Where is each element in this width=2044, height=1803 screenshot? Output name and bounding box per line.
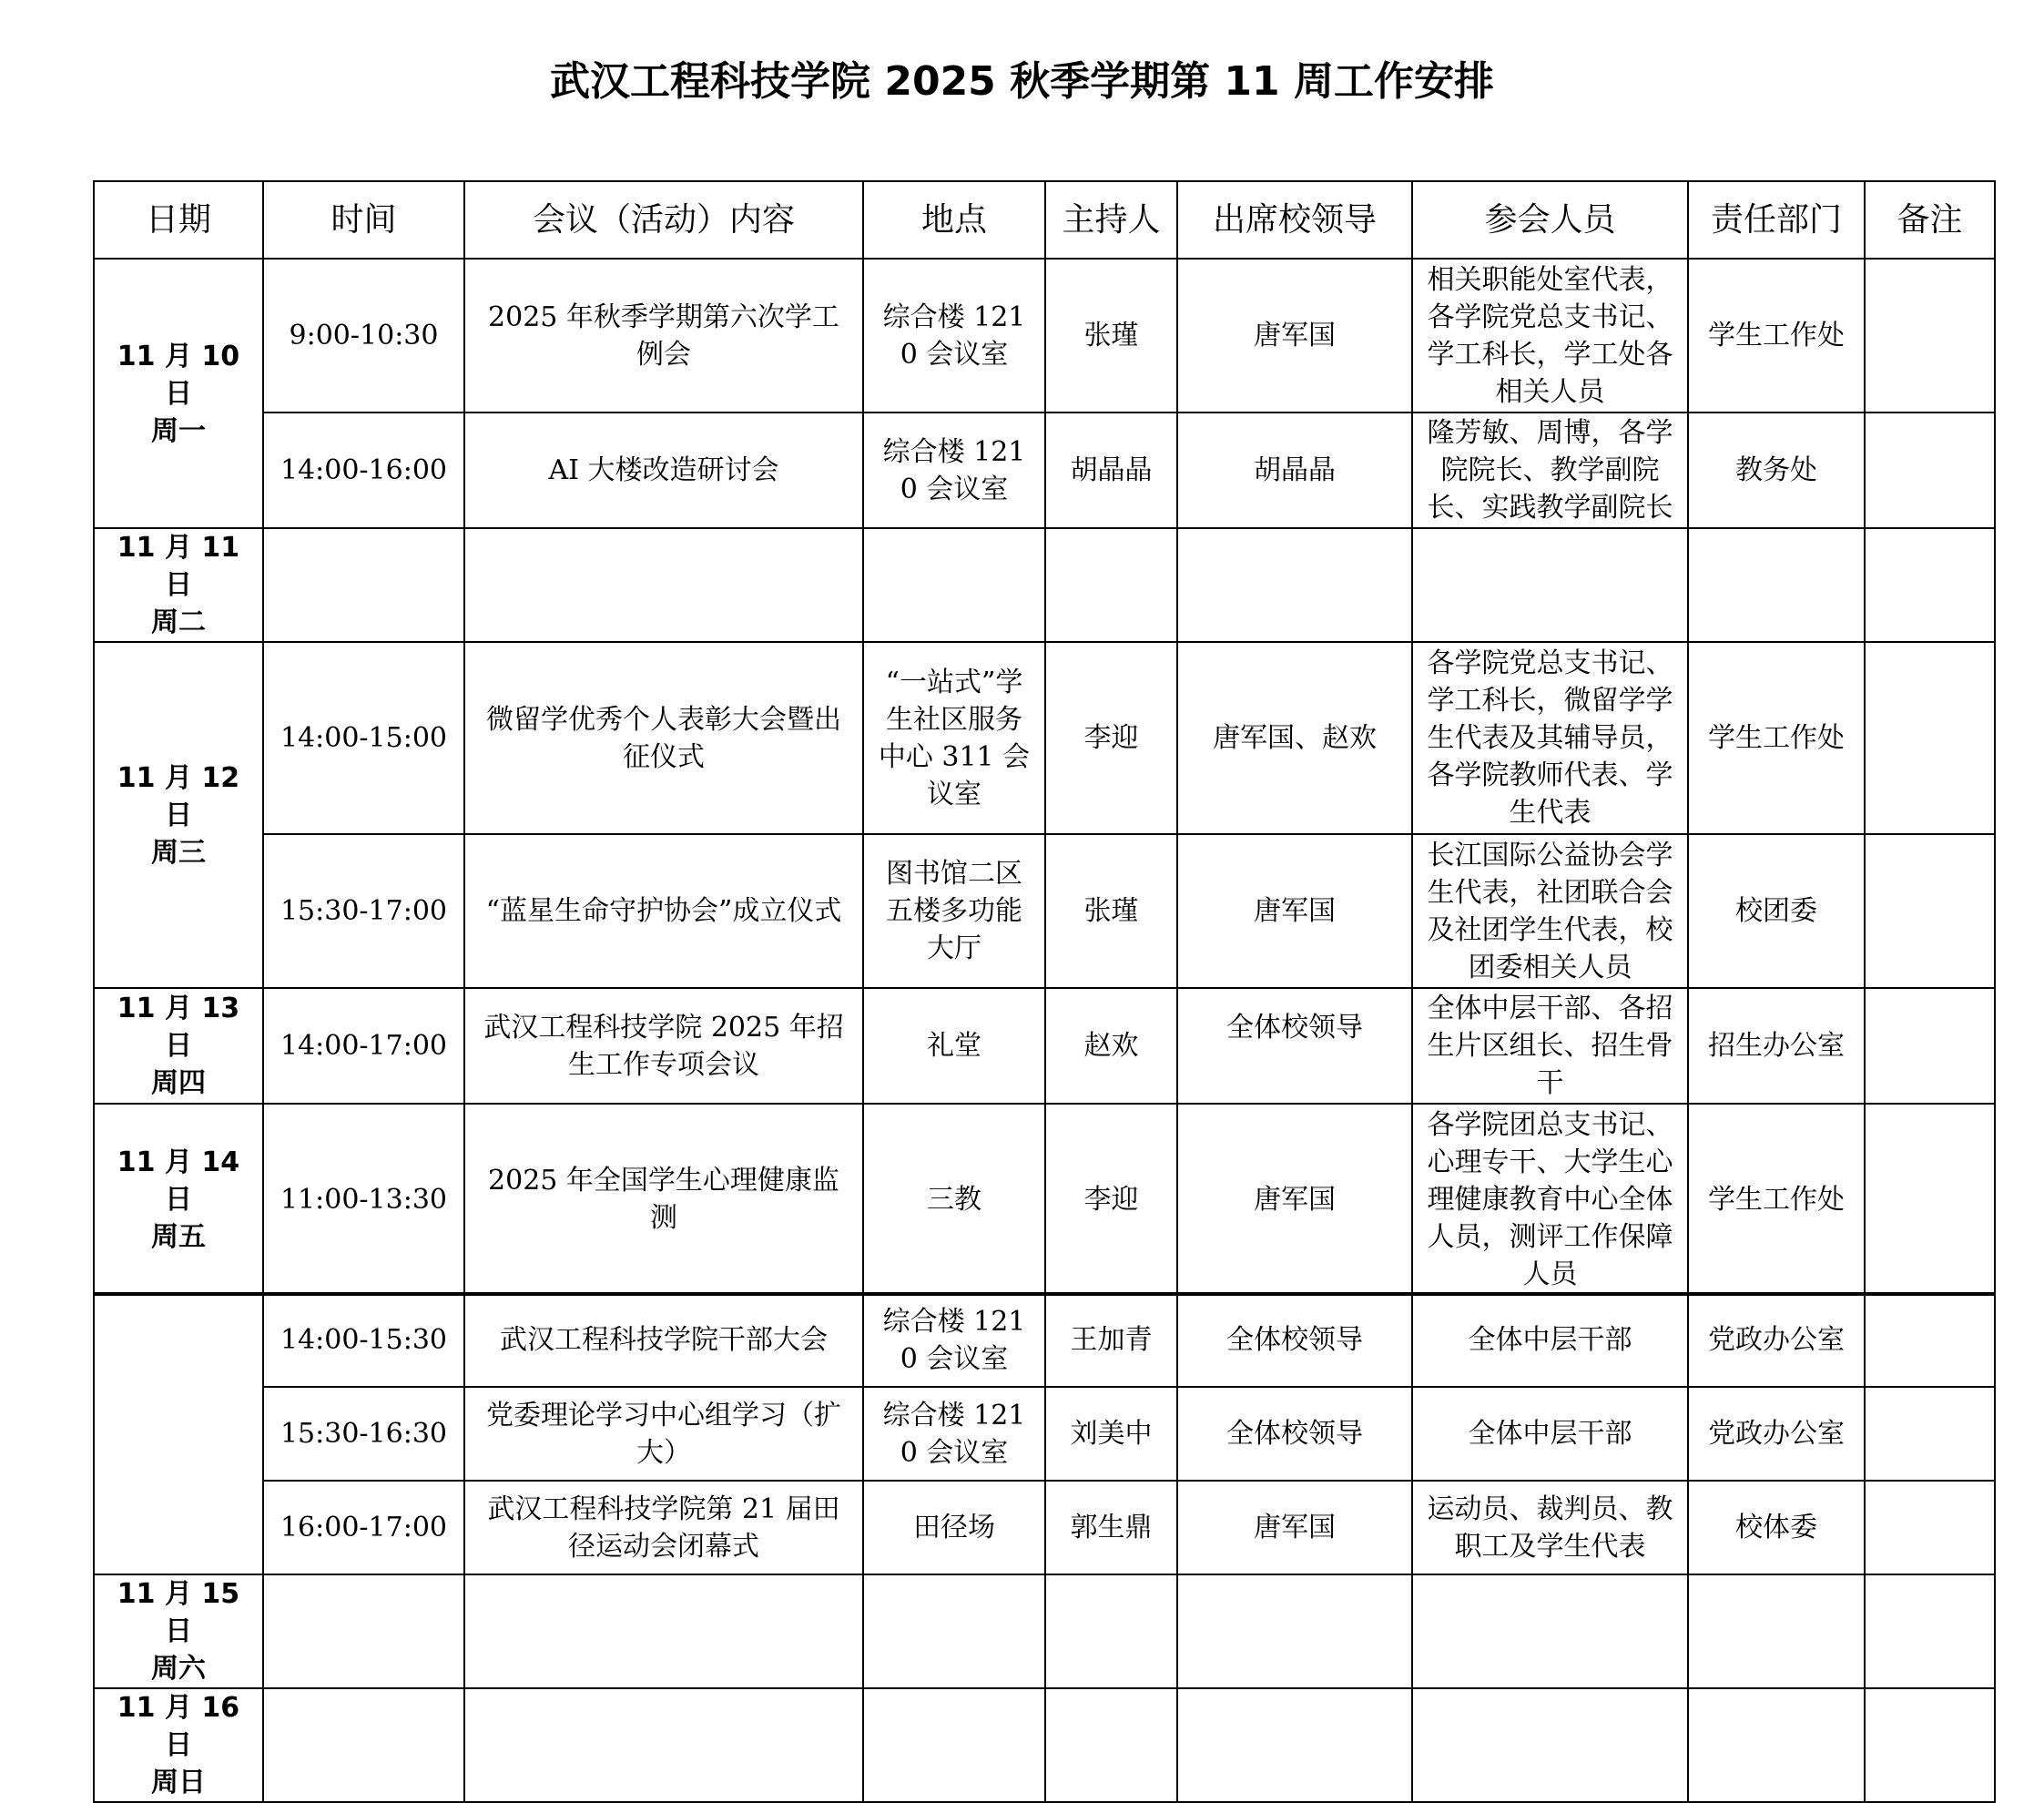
host-cell: 张瑾 xyxy=(1045,259,1177,413)
content-cell: “蓝星生命守护协会”成立仪式 xyxy=(464,834,863,988)
header-leader: 出席校领导 xyxy=(1177,181,1412,259)
note-cell xyxy=(1865,1574,1995,1688)
leader-cell: 唐军国 xyxy=(1177,834,1412,988)
note-cell xyxy=(1865,528,1995,642)
department-cell: 党政办公室 xyxy=(1688,1387,1865,1481)
leader-cell xyxy=(1177,1574,1412,1688)
location-cell: “一站式”学生社区服务中心 311 会议室 xyxy=(863,642,1045,834)
department-cell: 校团委 xyxy=(1688,834,1865,988)
attendees-cell: 运动员、裁判员、教职工及学生代表 xyxy=(1412,1481,1688,1574)
note-cell xyxy=(1865,1688,1995,1802)
leader-cell: 全体校领导 xyxy=(1177,988,1412,1104)
location-cell: 三教 xyxy=(863,1104,1045,1295)
note-cell xyxy=(1865,1293,1995,1387)
time-cell: 14:00-17:00 xyxy=(263,988,464,1104)
date-cell: 11 月 13 日 周四 xyxy=(94,988,263,1104)
page-title: 武汉工程科技学院 2025 秋季学期第 11 周工作安排 xyxy=(550,58,1494,105)
location-cell: 综合楼 1210 会议室 xyxy=(863,259,1045,413)
attendees-cell: 全体中层干部、各招生片区组长、招生骨干 xyxy=(1412,988,1688,1104)
table-row xyxy=(94,1387,1995,1481)
time-cell: 16:00-17:00 xyxy=(263,1481,464,1574)
leader-cell: 全体校领导 xyxy=(1177,1387,1412,1481)
content-cell: 微留学优秀个人表彰大会暨出征仪式 xyxy=(464,642,863,834)
department-cell xyxy=(1688,1574,1865,1688)
note-cell xyxy=(1865,413,1995,528)
time-cell xyxy=(263,1688,464,1802)
department-cell: 校体委 xyxy=(1688,1481,1865,1574)
attendees-cell xyxy=(1412,1574,1688,1688)
table-row xyxy=(94,1104,1995,1295)
location-cell: 综合楼 1210 会议室 xyxy=(863,413,1045,528)
host-cell xyxy=(1045,1574,1177,1688)
leader-cell: 唐军国 xyxy=(1177,1104,1412,1295)
location-cell: 礼堂 xyxy=(863,988,1045,1104)
note-cell xyxy=(1865,1104,1995,1295)
header-host: 主持人 xyxy=(1045,181,1177,259)
table-row xyxy=(94,1574,1995,1688)
location-cell: 综合楼 1210 会议室 xyxy=(863,1387,1045,1481)
attendees-cell: 长江国际公益协会学生代表，社团联合会及社团学生代表，校团委相关人员 xyxy=(1412,834,1688,988)
table-row xyxy=(94,642,1995,834)
time-cell: 9:00-10:30 xyxy=(263,259,464,413)
content-cell: 党委理论学习中心组学习（扩大） xyxy=(464,1387,863,1481)
host-cell: 郭生鼎 xyxy=(1045,1481,1177,1574)
date-cell: 11 月 11 日 周二 xyxy=(94,528,263,642)
location-cell: 综合楼 1210 会议室 xyxy=(863,1293,1045,1387)
leader-cell: 胡晶晶 xyxy=(1177,413,1412,528)
date-cell xyxy=(94,1293,263,1574)
host-cell: 刘美中 xyxy=(1045,1387,1177,1481)
header-time: 时间 xyxy=(263,181,464,259)
schedule-table-page1 xyxy=(93,180,1996,1296)
department-cell: 学生工作处 xyxy=(1688,642,1865,834)
date-cell: 11 月 15 日 周六 xyxy=(94,1574,263,1688)
department-cell xyxy=(1688,528,1865,642)
date-cell: 11 月 14 日 周五 xyxy=(94,1104,263,1295)
content-cell xyxy=(464,1574,863,1688)
table-row xyxy=(94,259,1995,413)
note-cell xyxy=(1865,259,1995,413)
table-row xyxy=(94,1293,1995,1387)
time-cell: 14:00-15:30 xyxy=(263,1293,464,1387)
host-cell: 王加青 xyxy=(1045,1293,1177,1387)
header-department: 责任部门 xyxy=(1688,181,1865,259)
table-row xyxy=(94,528,1995,642)
leader-cell xyxy=(1177,528,1412,642)
note-cell xyxy=(1865,988,1995,1104)
time-cell: 14:00-15:00 xyxy=(263,642,464,834)
table-row xyxy=(94,834,1995,988)
attendees-cell: 各学院团总支书记、心理专干、大学生心理健康教育中心全体人员，测评工作保障人员 xyxy=(1412,1104,1688,1295)
attendees-cell: 全体中层干部 xyxy=(1412,1293,1688,1387)
host-cell: 张瑾 xyxy=(1045,834,1177,988)
content-cell: 2025 年秋季学期第六次学工例会 xyxy=(464,259,863,413)
time-cell: 11:00-13:30 xyxy=(263,1104,464,1295)
table-header-row xyxy=(94,181,1995,259)
leader-cell: 唐军国、赵欢 xyxy=(1177,642,1412,834)
location-cell xyxy=(863,1688,1045,1802)
time-cell: 15:30-17:00 xyxy=(263,834,464,988)
location-cell: 田径场 xyxy=(863,1481,1045,1574)
note-cell xyxy=(1865,642,1995,834)
attendees-cell xyxy=(1412,528,1688,642)
note-cell xyxy=(1865,1481,1995,1574)
content-cell xyxy=(464,1688,863,1802)
time-cell xyxy=(263,1574,464,1688)
host-cell xyxy=(1045,528,1177,642)
leader-cell: 全体校领导 xyxy=(1177,1293,1412,1387)
host-cell: 胡晶晶 xyxy=(1045,413,1177,528)
attendees-cell: 隆芳敏、周博，各学院院长、教学副院长、实践教学副院长 xyxy=(1412,413,1688,528)
table-row xyxy=(94,1481,1995,1574)
attendees-cell: 全体中层干部 xyxy=(1412,1387,1688,1481)
content-cell: 2025 年全国学生心理健康监测 xyxy=(464,1104,863,1295)
content-cell: 武汉工程科技学院干部大会 xyxy=(464,1293,863,1387)
leader-cell: 唐军国 xyxy=(1177,259,1412,413)
content-cell xyxy=(464,528,863,642)
schedule-table-page2 xyxy=(93,1292,1996,1803)
date-cell: 11 月 10 日 周一 xyxy=(94,259,263,528)
date-cell: 11 月 16 日 周日 xyxy=(94,1688,263,1802)
department-cell: 学生工作处 xyxy=(1688,1104,1865,1295)
content-cell: 武汉工程科技学院 2025 年招生工作专项会议 xyxy=(464,988,863,1104)
content-cell: AI 大楼改造研讨会 xyxy=(464,413,863,528)
header-location: 地点 xyxy=(863,181,1045,259)
location-cell xyxy=(863,1574,1045,1688)
department-cell: 党政办公室 xyxy=(1688,1293,1865,1387)
table-row xyxy=(94,1688,1995,1802)
header-date: 日期 xyxy=(94,181,263,259)
time-cell: 14:00-16:00 xyxy=(263,413,464,528)
header-attendees: 参会人员 xyxy=(1412,181,1688,259)
department-cell: 招生办公室 xyxy=(1688,988,1865,1104)
note-cell xyxy=(1865,834,1995,988)
location-cell xyxy=(863,528,1045,642)
attendees-cell: 各学院党总支书记、学工科长，微留学学生代表及其辅导员，各学院教师代表、学生代表 xyxy=(1412,642,1688,834)
leader-cell: 唐军国 xyxy=(1177,1481,1412,1574)
department-cell: 教务处 xyxy=(1688,413,1865,528)
host-cell xyxy=(1045,1688,1177,1802)
host-cell: 赵欢 xyxy=(1045,988,1177,1104)
header-content: 会议（活动）内容 xyxy=(464,181,863,259)
department-cell xyxy=(1688,1688,1865,1802)
attendees-cell: 相关职能处室代表，各学院党总支书记、学工科长，学工处各相关人员 xyxy=(1412,259,1688,413)
time-cell: 15:30-16:30 xyxy=(263,1387,464,1481)
leader-cell xyxy=(1177,1688,1412,1802)
department-cell: 学生工作处 xyxy=(1688,259,1865,413)
header-note: 备注 xyxy=(1865,181,1995,259)
host-cell: 李迎 xyxy=(1045,1104,1177,1295)
content-cell: 武汉工程科技学院第 21 届田径运动会闭幕式 xyxy=(464,1481,863,1574)
host-cell: 李迎 xyxy=(1045,642,1177,834)
date-cell: 11 月 12 日 周三 xyxy=(94,642,263,988)
location-cell: 图书馆二区五楼多功能大厅 xyxy=(863,834,1045,988)
attendees-cell xyxy=(1412,1688,1688,1802)
table-row xyxy=(94,988,1995,1104)
table-row xyxy=(94,413,1995,528)
time-cell xyxy=(263,528,464,642)
note-cell xyxy=(1865,1387,1995,1481)
